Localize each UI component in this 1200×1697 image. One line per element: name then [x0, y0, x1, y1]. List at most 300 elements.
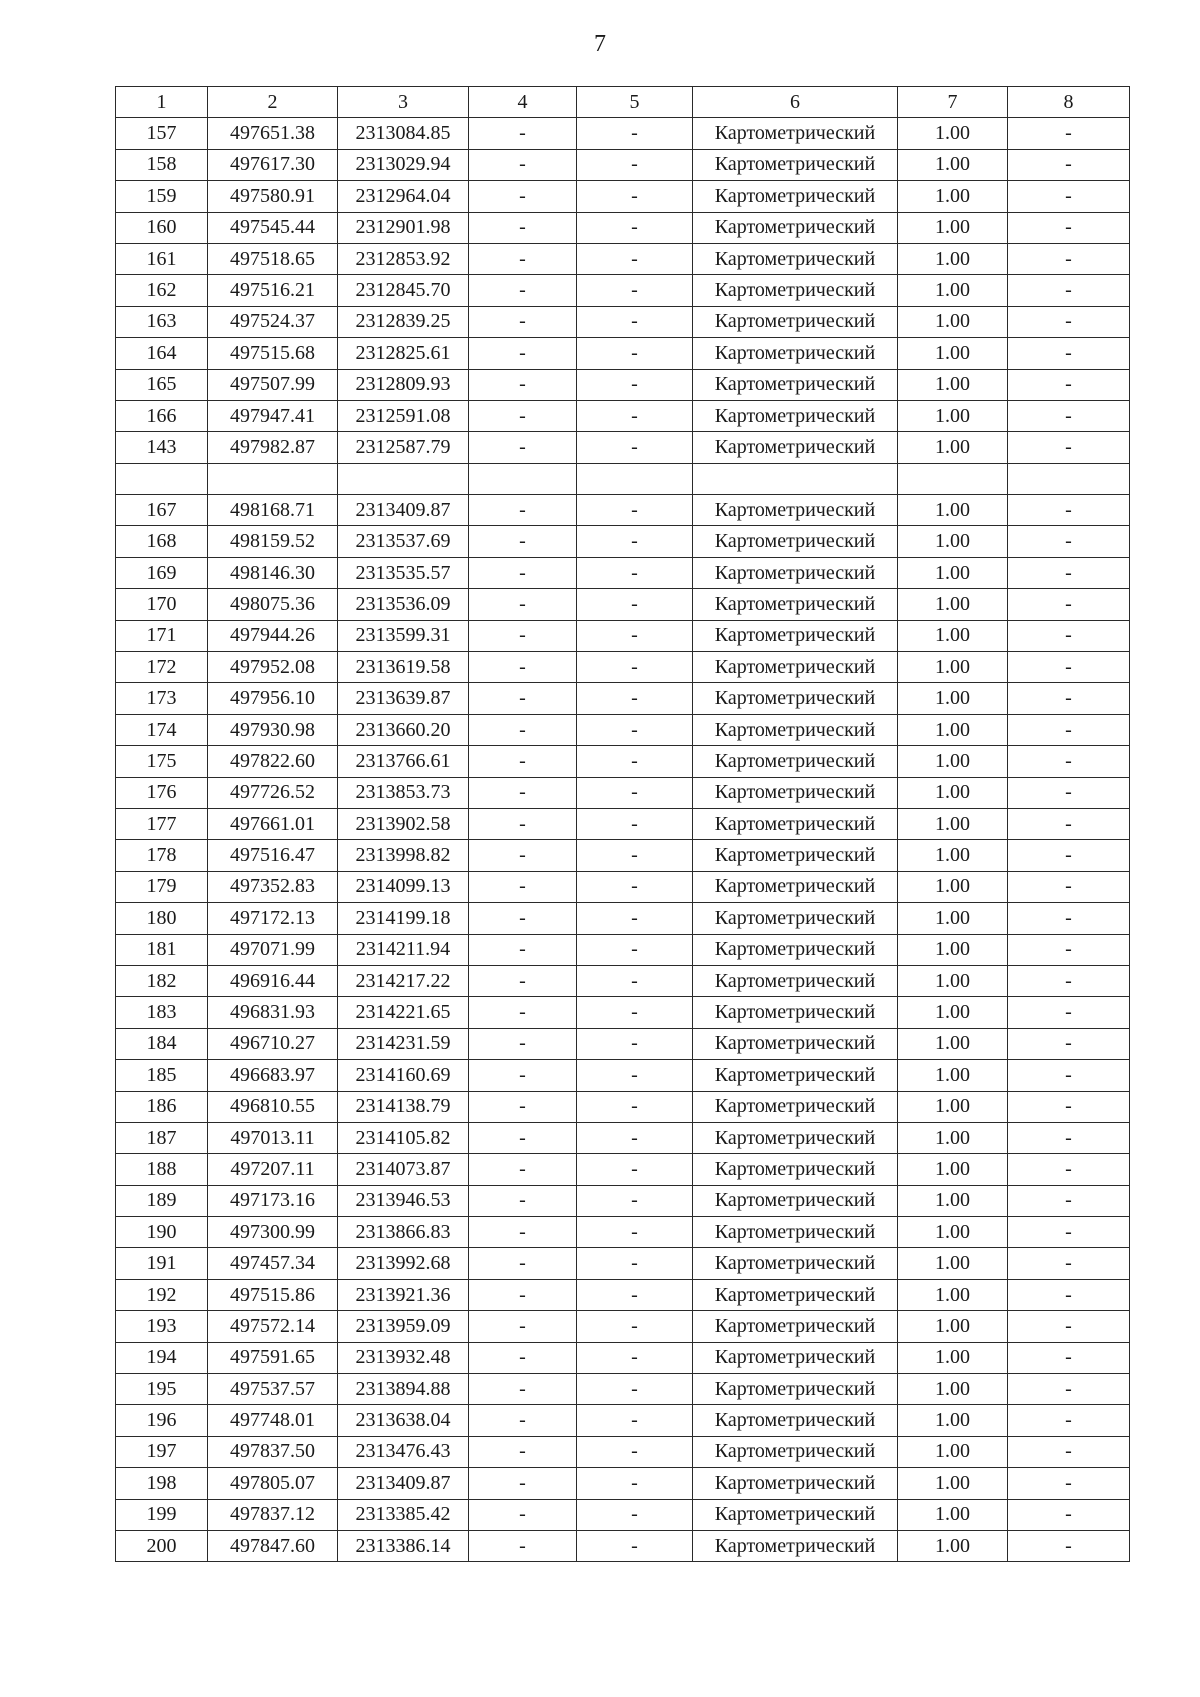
table-cell: - [469, 212, 577, 243]
table-cell: 168 [116, 526, 208, 557]
table-cell: 190 [116, 1217, 208, 1248]
table-cell: 498146.30 [208, 557, 338, 588]
table-cell: 178 [116, 840, 208, 871]
table-cell: 498075.36 [208, 589, 338, 620]
table-cell: 2313409.87 [338, 495, 469, 526]
table-cell: Картометрический [693, 714, 898, 745]
table-cell: - [1008, 1028, 1130, 1059]
table-cell: Картометрический [693, 338, 898, 369]
table-cell: 2313084.85 [338, 118, 469, 149]
table-cell: 2313932.48 [338, 1342, 469, 1373]
table-cell: - [1008, 746, 1130, 777]
table-cell: - [577, 1468, 693, 1499]
table-cell: - [577, 871, 693, 902]
table-cell: - [577, 495, 693, 526]
table-cell: 170 [116, 589, 208, 620]
table-cell: - [577, 557, 693, 588]
table-cell: - [1008, 306, 1130, 337]
table-cell: Картометрический [693, 1091, 898, 1122]
table-cell: 164 [116, 338, 208, 369]
table-cell: 2312853.92 [338, 243, 469, 274]
table-cell: 2313476.43 [338, 1436, 469, 1467]
table-cell: 2313599.31 [338, 620, 469, 651]
table-row [116, 306, 1130, 337]
table-cell: 192 [116, 1279, 208, 1310]
table-cell: 1.00 [898, 965, 1008, 996]
table-row [116, 149, 1130, 180]
table-cell: 1.00 [898, 557, 1008, 588]
table-cell: - [1008, 1060, 1130, 1091]
table-cell: - [577, 1248, 693, 1279]
table-cell: - [1008, 557, 1130, 588]
table-cell: Картометрический [693, 1060, 898, 1091]
table-cell: Картометрический [693, 934, 898, 965]
table-cell: 2312964.04 [338, 181, 469, 212]
table-cell: - [1008, 149, 1130, 180]
table-cell: 2314138.79 [338, 1091, 469, 1122]
table-row [116, 997, 1130, 1028]
table-cell: 1.00 [898, 495, 1008, 526]
table-cell: - [1008, 589, 1130, 620]
table-cell: 1.00 [898, 338, 1008, 369]
table-cell: - [577, 1311, 693, 1342]
table-row [116, 1217, 1130, 1248]
table-cell: 2313638.04 [338, 1405, 469, 1436]
table-cell: Картометрический [693, 495, 898, 526]
table-cell: - [469, 1248, 577, 1279]
table-cell: - [1008, 1279, 1130, 1310]
header-row [116, 87, 1130, 118]
table-cell: Картометрический [693, 1279, 898, 1310]
table-cell: 2313536.09 [338, 589, 469, 620]
table-cell: 497726.52 [208, 777, 338, 808]
table-cell: 497651.38 [208, 118, 338, 149]
table-row [116, 495, 1130, 526]
table-cell: Картометрический [693, 1311, 898, 1342]
table-cell: - [469, 1122, 577, 1153]
table-cell: 177 [116, 808, 208, 839]
table-cell: 2313537.69 [338, 526, 469, 557]
table-cell: 2313535.57 [338, 557, 469, 588]
table-cell: 497524.37 [208, 306, 338, 337]
table-cell: 169 [116, 557, 208, 588]
table-cell: - [1008, 840, 1130, 871]
table-cell: 496683.97 [208, 1060, 338, 1091]
column-header: 3 [338, 87, 469, 118]
table-cell: 497352.83 [208, 871, 338, 902]
table-row [116, 1028, 1130, 1059]
table-cell: 1.00 [898, 1311, 1008, 1342]
table-cell: - [577, 1279, 693, 1310]
table-cell: 2314199.18 [338, 903, 469, 934]
table-cell: 2314099.13 [338, 871, 469, 902]
table-cell: 1.00 [898, 652, 1008, 683]
table-cell: - [1008, 275, 1130, 306]
table-cell: 1.00 [898, 1248, 1008, 1279]
table-cell: 196 [116, 1405, 208, 1436]
table-cell: 497516.21 [208, 275, 338, 306]
table-cell: - [1008, 338, 1130, 369]
table-row [116, 400, 1130, 431]
table-row [116, 338, 1130, 369]
table-cell: 173 [116, 683, 208, 714]
table-cell: 2314105.82 [338, 1122, 469, 1153]
table-cell: 2313959.09 [338, 1311, 469, 1342]
table-cell: 498168.71 [208, 495, 338, 526]
table-cell: 2313998.82 [338, 840, 469, 871]
table-cell: Картометрический [693, 557, 898, 588]
table-cell: 2313894.88 [338, 1374, 469, 1405]
table-cell: 1.00 [898, 306, 1008, 337]
table-cell: - [577, 369, 693, 400]
table-cell: - [1008, 1405, 1130, 1436]
table-cell: 1.00 [898, 1122, 1008, 1153]
table-cell: 181 [116, 934, 208, 965]
table-cell: 497300.99 [208, 1217, 338, 1248]
table-cell: 2313660.20 [338, 714, 469, 745]
table-cell: 497545.44 [208, 212, 338, 243]
table-cell: 1.00 [898, 1342, 1008, 1373]
table-cell: 496710.27 [208, 1028, 338, 1059]
table-cell: Картометрический [693, 1122, 898, 1153]
table-cell: 2313902.58 [338, 808, 469, 839]
table-cell [116, 463, 208, 494]
table-cell: 496831.93 [208, 997, 338, 1028]
table-cell: 200 [116, 1530, 208, 1561]
table-cell: 1.00 [898, 243, 1008, 274]
table-cell: - [469, 149, 577, 180]
table-cell: - [469, 1405, 577, 1436]
table-cell: - [1008, 118, 1130, 149]
table-cell: - [577, 1154, 693, 1185]
column-header: 1 [116, 87, 208, 118]
table-cell: 1.00 [898, 400, 1008, 431]
table-cell: 1.00 [898, 1436, 1008, 1467]
table-cell: - [469, 1185, 577, 1216]
table-cell: 497952.08 [208, 652, 338, 683]
table-row [116, 212, 1130, 243]
table-cell: - [469, 589, 577, 620]
table-cell [469, 463, 577, 494]
table-cell: 1.00 [898, 1185, 1008, 1216]
table-cell: 1.00 [898, 275, 1008, 306]
table-cell: - [1008, 1374, 1130, 1405]
table-cell: - [1008, 1091, 1130, 1122]
table-cell: 162 [116, 275, 208, 306]
table-cell: - [577, 1436, 693, 1467]
table-cell: - [1008, 212, 1130, 243]
table-cell: 199 [116, 1499, 208, 1530]
table-cell: Картометрический [693, 118, 898, 149]
table-cell: - [469, 1499, 577, 1530]
table-row [116, 432, 1130, 463]
table-cell: 497982.87 [208, 432, 338, 463]
table-cell: 158 [116, 149, 208, 180]
table-cell: - [469, 934, 577, 965]
table-row [116, 683, 1130, 714]
table-cell: 2314160.69 [338, 1060, 469, 1091]
table-cell: - [469, 1028, 577, 1059]
table-cell: 187 [116, 1122, 208, 1153]
table-cell: 497956.10 [208, 683, 338, 714]
table-cell: 497847.60 [208, 1530, 338, 1561]
table-cell: Картометрический [693, 1248, 898, 1279]
table-cell: Картометрический [693, 746, 898, 777]
table-cell: 1.00 [898, 840, 1008, 871]
table-cell: 2312809.93 [338, 369, 469, 400]
table-cell: 1.00 [898, 1468, 1008, 1499]
table-body [116, 118, 1130, 1562]
table-cell: 1.00 [898, 432, 1008, 463]
table-row [116, 1436, 1130, 1467]
table-cell: 2313866.83 [338, 1217, 469, 1248]
table-cell: 1.00 [898, 589, 1008, 620]
table-cell: - [1008, 934, 1130, 965]
table-cell: - [577, 1217, 693, 1248]
table-row [116, 1154, 1130, 1185]
table-cell: 194 [116, 1342, 208, 1373]
table-cell: - [1008, 1311, 1130, 1342]
table-cell: 197 [116, 1436, 208, 1467]
table-cell: 184 [116, 1028, 208, 1059]
table-cell: - [469, 275, 577, 306]
table-cell: 497822.60 [208, 746, 338, 777]
table-cell: Картометрический [693, 1468, 898, 1499]
table-cell: 176 [116, 777, 208, 808]
table-cell: - [469, 840, 577, 871]
table-cell: 1.00 [898, 526, 1008, 557]
table-cell: - [469, 871, 577, 902]
table-cell: 1.00 [898, 997, 1008, 1028]
table-cell: - [469, 652, 577, 683]
table-cell: 2313992.68 [338, 1248, 469, 1279]
table-cell: 2313409.87 [338, 1468, 469, 1499]
table-cell: - [577, 1530, 693, 1561]
table-cell: Картометрический [693, 840, 898, 871]
table-cell: - [469, 1374, 577, 1405]
table-row [116, 1279, 1130, 1310]
table-cell: 1.00 [898, 903, 1008, 934]
table-cell: - [469, 181, 577, 212]
table-row [116, 652, 1130, 683]
table-cell: - [1008, 1342, 1130, 1373]
table-cell: 2313921.36 [338, 1279, 469, 1310]
table-cell: 159 [116, 181, 208, 212]
table-cell: 166 [116, 400, 208, 431]
table-row [116, 965, 1130, 996]
table-row [116, 1060, 1130, 1091]
table-cell: - [1008, 400, 1130, 431]
table-cell: - [1008, 1436, 1130, 1467]
table-cell: - [577, 243, 693, 274]
table-cell: - [577, 149, 693, 180]
table-cell: - [1008, 965, 1130, 996]
table-cell: Картометрический [693, 432, 898, 463]
table-cell: Картометрический [693, 1028, 898, 1059]
table-cell: 191 [116, 1248, 208, 1279]
table-cell: 497013.11 [208, 1122, 338, 1153]
table-cell: Картометрический [693, 149, 898, 180]
table-cell: 2313766.61 [338, 746, 469, 777]
table-cell: - [1008, 714, 1130, 745]
table-row [116, 620, 1130, 651]
table-cell: 497071.99 [208, 934, 338, 965]
table-cell: 1.00 [898, 1499, 1008, 1530]
table-row [116, 714, 1130, 745]
table-cell: - [577, 1185, 693, 1216]
table-cell: 2313639.87 [338, 683, 469, 714]
table-cell: 2313385.42 [338, 1499, 469, 1530]
table-cell: - [469, 1217, 577, 1248]
table-cell: 497805.07 [208, 1468, 338, 1499]
table-cell: - [1008, 997, 1130, 1028]
page-number: 7 [594, 31, 606, 57]
table-cell: Картометрический [693, 1154, 898, 1185]
table-cell: - [577, 118, 693, 149]
table-cell: 1.00 [898, 777, 1008, 808]
table-cell: 2313029.94 [338, 149, 469, 180]
table-cell: - [577, 934, 693, 965]
table-cell: - [469, 1060, 577, 1091]
table-cell: - [577, 746, 693, 777]
table-cell: 497591.65 [208, 1342, 338, 1373]
table-cell: 2314073.87 [338, 1154, 469, 1185]
table-cell: Картометрический [693, 1185, 898, 1216]
table-cell: 175 [116, 746, 208, 777]
table-cell: - [469, 400, 577, 431]
table-cell: 2313386.14 [338, 1530, 469, 1561]
table-cell: - [469, 903, 577, 934]
table-cell: 498159.52 [208, 526, 338, 557]
table-cell: - [577, 652, 693, 683]
table-cell: Картометрический [693, 1436, 898, 1467]
table-cell: Картометрический [693, 808, 898, 839]
table-cell: - [469, 683, 577, 714]
table-row [116, 808, 1130, 839]
table-cell: - [1008, 1468, 1130, 1499]
table-cell: 180 [116, 903, 208, 934]
table-row [116, 463, 1130, 494]
table-row [116, 871, 1130, 902]
table-cell: 1.00 [898, 1217, 1008, 1248]
column-header: 2 [208, 87, 338, 118]
table-cell: - [577, 589, 693, 620]
table-row [116, 1311, 1130, 1342]
table-row [116, 840, 1130, 871]
table-cell: 1.00 [898, 808, 1008, 839]
table-cell: 1.00 [898, 1405, 1008, 1436]
table-cell: - [469, 243, 577, 274]
coordinates-table [115, 86, 1130, 1562]
table-cell: 1.00 [898, 118, 1008, 149]
table-cell: 1.00 [898, 1060, 1008, 1091]
table-cell: 497207.11 [208, 1154, 338, 1185]
table-cell: 2314217.22 [338, 965, 469, 996]
table-cell: 195 [116, 1374, 208, 1405]
table-cell: Картометрический [693, 369, 898, 400]
table-cell: 1.00 [898, 181, 1008, 212]
table-cell: - [577, 714, 693, 745]
table-cell: 2312591.08 [338, 400, 469, 431]
table-cell: - [577, 1499, 693, 1530]
table-cell: 198 [116, 1468, 208, 1499]
table-row [116, 934, 1130, 965]
table-cell: - [469, 526, 577, 557]
table-cell: - [577, 1028, 693, 1059]
table-cell [577, 463, 693, 494]
table-cell: 174 [116, 714, 208, 745]
table-cell: Картометрический [693, 212, 898, 243]
table-cell: 1.00 [898, 1279, 1008, 1310]
table-cell: - [577, 338, 693, 369]
table-cell: 2313853.73 [338, 777, 469, 808]
table-cell: 497457.34 [208, 1248, 338, 1279]
table-cell: 1.00 [898, 149, 1008, 180]
table-cell: - [577, 1405, 693, 1436]
table-cell: - [1008, 181, 1130, 212]
table-cell: - [469, 1468, 577, 1499]
table-cell: Картометрический [693, 903, 898, 934]
table-cell: 193 [116, 1311, 208, 1342]
table-cell: Картометрический [693, 1499, 898, 1530]
table-cell: - [577, 181, 693, 212]
table-cell: 1.00 [898, 1374, 1008, 1405]
table-cell: 172 [116, 652, 208, 683]
table-cell: - [577, 903, 693, 934]
table-cell: - [1008, 1217, 1130, 1248]
table-row [116, 1374, 1130, 1405]
table-cell: 182 [116, 965, 208, 996]
table-cell: - [469, 1342, 577, 1373]
table-cell: - [469, 432, 577, 463]
table-cell [208, 463, 338, 494]
table-row [116, 746, 1130, 777]
table-header [116, 87, 1130, 118]
table-cell: - [577, 432, 693, 463]
table-cell: 497172.13 [208, 903, 338, 934]
table-cell: 497748.01 [208, 1405, 338, 1436]
table-cell: - [577, 620, 693, 651]
table-cell: - [577, 1060, 693, 1091]
table-cell: 2312845.70 [338, 275, 469, 306]
table-cell: 497837.12 [208, 1499, 338, 1530]
table-cell: 1.00 [898, 1530, 1008, 1561]
table-cell: 143 [116, 432, 208, 463]
table-cell: - [577, 808, 693, 839]
table-cell: - [469, 495, 577, 526]
table-cell: - [469, 620, 577, 651]
table-cell: - [577, 840, 693, 871]
table-cell: 497173.16 [208, 1185, 338, 1216]
table-cell: - [469, 1279, 577, 1310]
table-cell: 496916.44 [208, 965, 338, 996]
table-cell: 161 [116, 243, 208, 274]
table-cell: - [469, 338, 577, 369]
table-cell: Картометрический [693, 400, 898, 431]
table-cell: 497537.57 [208, 1374, 338, 1405]
table-cell: - [469, 714, 577, 745]
table-cell: - [1008, 777, 1130, 808]
table-row [116, 1499, 1130, 1530]
table-cell: - [1008, 526, 1130, 557]
table-row [116, 1530, 1130, 1561]
table-cell: - [1008, 903, 1130, 934]
table-cell: 157 [116, 118, 208, 149]
table-cell: 2314221.65 [338, 997, 469, 1028]
table-cell: - [469, 557, 577, 588]
table-cell: 1.00 [898, 714, 1008, 745]
table-cell: 1.00 [898, 369, 1008, 400]
